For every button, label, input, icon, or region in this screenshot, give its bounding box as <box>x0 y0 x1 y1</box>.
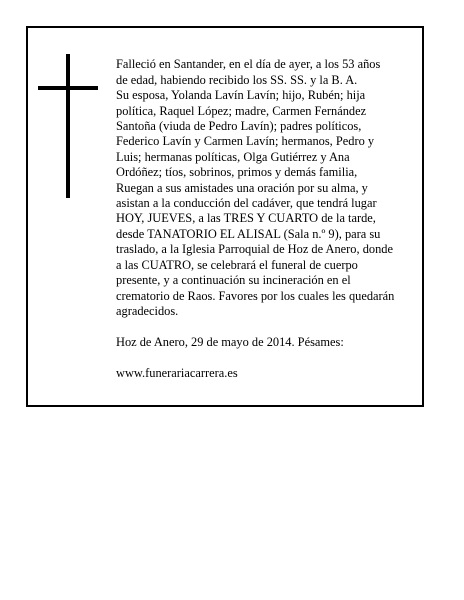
obituary-notice <box>26 26 424 407</box>
cross-horizontal-bar <box>38 86 98 90</box>
notice-text <box>116 42 424 396</box>
funeral-home-website: www.funerariacarrera.es <box>116 365 238 380</box>
notice-body: Falleció en Santander, en el día de ayer, a los 53 años de edad, habiendo recibido los SS. SS. y la B. A. Su esposa, Yolanda Lavín Lavín; hijo, Rubén; hija política, Raquel López; madre, Carmen Fernández Santoña (viuda de Pedro Lavín); padres políticos, Federico Lavín y Carmen Lavín; hermanos, Pedro y Luis; hermanas políticas, Olga Gutiérrez y Ana Ordóñez; tíos, sobrinos, primos y demás familia, Ruegan a sus amistades una oración por su alma, y asistan a la conducción del cadáver, que tendrá lugar HOY, JUEVES, a las TRES Y CUARTO de la tarde, desde TANATORIO EL ALISAL (Sala n.º 9), para su traslado, a la Iglesia Parroquial de Hoz de Anero, donde a las CUATRO, se celebrará el funeral de cuerpo presente, y a continuación su incineración en el crematorio de Raos. Favores por los cuales les quedarán agradecidos. <box>116 57 395 318</box>
cross-icon <box>38 54 98 198</box>
cross-vertical-bar <box>66 54 70 198</box>
notice-place-date: Hoz de Anero, 29 de mayo de 2014. Pésames: <box>116 334 344 349</box>
